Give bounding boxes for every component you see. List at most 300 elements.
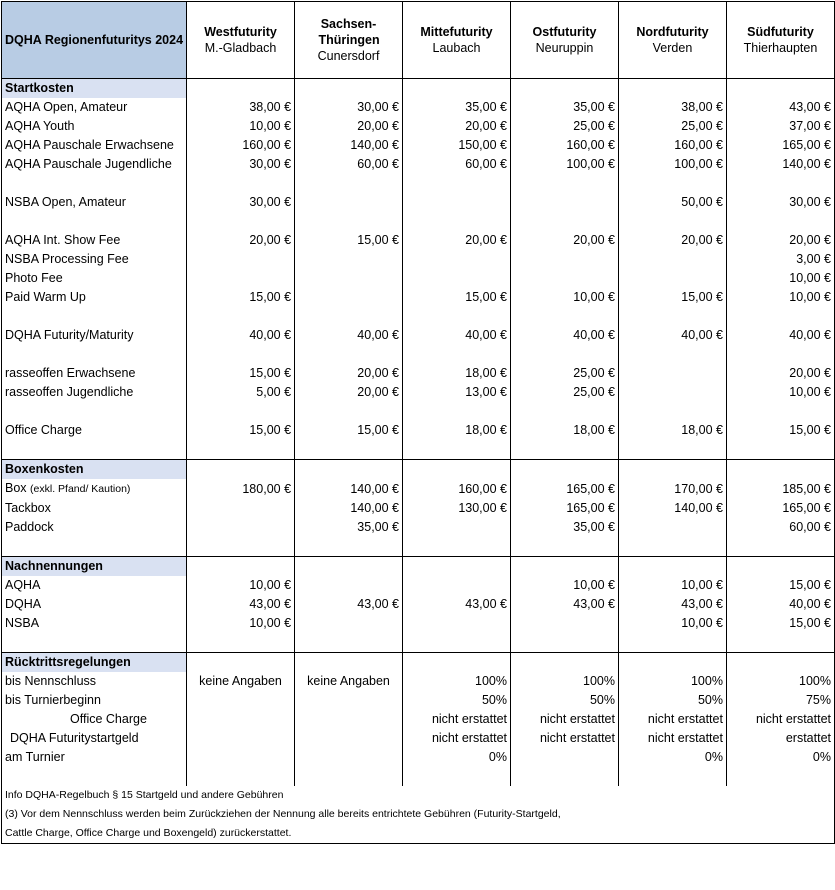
table-row (2, 326, 835, 345)
column-header-west (187, 2, 295, 79)
empty-cell (295, 653, 403, 673)
empty-cell (618, 460, 726, 480)
column-header-ost (511, 2, 619, 79)
table-row (2, 729, 835, 748)
empty-cell (403, 79, 511, 99)
spacer-row (2, 537, 835, 557)
column-place: Laubach (432, 41, 481, 55)
section-title: Boxenkosten (2, 460, 187, 480)
table-row (2, 269, 835, 288)
value-cell (187, 691, 295, 710)
value-cell: 60,00 € (726, 518, 834, 537)
empty-cell (403, 767, 511, 786)
value-cell (295, 250, 403, 269)
empty-cell (187, 537, 295, 557)
value-cell: 38,00 € (618, 98, 726, 117)
value-cell (403, 193, 511, 212)
row-label: DQHA Futuritystartgeld (2, 729, 187, 748)
box-note: (exkl. Pfand/ Kaution) (30, 483, 131, 495)
value-cell: 150,00 € (403, 136, 511, 155)
column-name: Ostfuturity (532, 25, 597, 39)
row-label: Office Charge (2, 710, 187, 729)
value-cell: 18,00 € (403, 364, 511, 383)
value-cell (403, 576, 511, 595)
empty-cell (295, 79, 403, 99)
value-cell: erstattet (726, 729, 834, 748)
value-cell (511, 212, 619, 231)
value-cell: 43,00 € (618, 595, 726, 614)
value-cell: 60,00 € (295, 155, 403, 174)
value-cell: keine Angaben (295, 672, 403, 691)
column-header-sued (726, 2, 834, 79)
value-cell (295, 269, 403, 288)
value-cell: 180,00 € (187, 479, 295, 499)
column-header-nord (618, 2, 726, 79)
value-cell (618, 212, 726, 231)
table-row (2, 518, 835, 537)
value-cell (295, 748, 403, 767)
value-cell: 165,00 € (726, 499, 834, 518)
value-cell: 20,00 € (618, 231, 726, 250)
empty-cell (618, 767, 726, 786)
spacer-row (2, 633, 835, 653)
value-cell (726, 212, 834, 231)
value-cell: 15,00 € (403, 288, 511, 307)
value-cell (187, 710, 295, 729)
value-cell: 20,00 € (726, 364, 834, 383)
value-cell (403, 269, 511, 288)
value-cell: 35,00 € (403, 98, 511, 117)
value-cell: 15,00 € (726, 576, 834, 595)
value-cell: 30,00 € (187, 193, 295, 212)
empty-cell (403, 440, 511, 460)
value-cell: 100% (511, 672, 619, 691)
value-cell (295, 576, 403, 595)
spacer-row (2, 440, 835, 460)
value-cell: 40,00 € (187, 326, 295, 345)
value-cell (618, 518, 726, 537)
empty-cell (2, 440, 187, 460)
value-cell: 40,00 € (726, 326, 834, 345)
row-label: Office Charge (2, 421, 187, 440)
value-cell (295, 288, 403, 307)
value-cell: 30,00 € (726, 193, 834, 212)
value-cell: nicht erstattet (403, 710, 511, 729)
value-cell (187, 345, 295, 364)
value-cell: 40,00 € (618, 326, 726, 345)
value-cell: 20,00 € (403, 117, 511, 136)
empty-cell (511, 653, 619, 673)
table-row (2, 250, 835, 269)
value-cell: 20,00 € (511, 231, 619, 250)
column-name: Mittefuturity (420, 25, 493, 39)
value-cell: 160,00 € (618, 136, 726, 155)
row-label: bis Nennschluss (2, 672, 187, 691)
value-cell: nicht erstattet (618, 710, 726, 729)
column-name: Südfuturity (747, 25, 814, 39)
table-row (2, 117, 835, 136)
value-cell: 140,00 € (295, 136, 403, 155)
section-title: Startkosten (2, 79, 187, 99)
empty-cell (511, 440, 619, 460)
empty-cell (295, 440, 403, 460)
value-cell (295, 345, 403, 364)
footer-row (2, 824, 835, 844)
value-cell (403, 174, 511, 193)
table-row (2, 288, 835, 307)
value-cell (618, 307, 726, 326)
value-cell: 50% (403, 691, 511, 710)
column-header-mitte (403, 2, 511, 79)
empty-cell (618, 557, 726, 577)
fee-table (1, 1, 835, 844)
value-cell: 43,00 € (726, 98, 834, 117)
section-title: Rücktrittsregelungen (2, 653, 187, 673)
column-name: Sachsen-Thüringen (318, 17, 380, 47)
value-cell (618, 345, 726, 364)
empty-cell (403, 653, 511, 673)
value-cell (618, 383, 726, 402)
value-cell (187, 748, 295, 767)
value-cell (726, 174, 834, 193)
value-cell: 20,00 € (187, 231, 295, 250)
value-cell (295, 174, 403, 193)
empty-cell (403, 633, 511, 653)
table-row (2, 691, 835, 710)
value-cell: 0% (618, 748, 726, 767)
row-label: Paddock (2, 518, 187, 537)
value-cell: 15,00 € (618, 288, 726, 307)
row-label: Paid Warm Up (2, 288, 187, 307)
table-row (2, 307, 835, 326)
value-cell: 0% (726, 748, 834, 767)
table-row (2, 174, 835, 193)
empty-cell (511, 557, 619, 577)
value-cell (187, 729, 295, 748)
value-cell (618, 269, 726, 288)
row-label: am Turnier (2, 748, 187, 767)
header-row (2, 2, 835, 79)
row-label: Tackbox (2, 499, 187, 518)
row-label: DQHA Futurity/Maturity (2, 326, 187, 345)
value-cell: 35,00 € (295, 518, 403, 537)
table-row (2, 710, 835, 729)
value-cell: 38,00 € (187, 98, 295, 117)
value-cell (403, 614, 511, 633)
empty-cell (2, 633, 187, 653)
empty-cell (187, 653, 295, 673)
value-cell: 50% (511, 691, 619, 710)
value-cell (511, 250, 619, 269)
empty-cell (511, 79, 619, 99)
value-cell: 40,00 € (726, 595, 834, 614)
value-cell: 40,00 € (295, 326, 403, 345)
value-cell: 165,00 € (726, 136, 834, 155)
value-cell: 20,00 € (403, 231, 511, 250)
value-cell: 10,00 € (187, 614, 295, 633)
value-cell: 40,00 € (511, 326, 619, 345)
empty-cell (618, 79, 726, 99)
value-cell (511, 614, 619, 633)
section-title: Nachnennungen (2, 557, 187, 577)
footer-text: Cattle Charge, Office Charge und Boxengeld) zurückerstattet. (2, 824, 835, 844)
value-cell: 10,00 € (726, 288, 834, 307)
value-cell (295, 710, 403, 729)
value-cell: 100,00 € (618, 155, 726, 174)
empty-cell (511, 767, 619, 786)
row-label: AQHA Open, Amateur (2, 98, 187, 117)
value-cell: 15,00 € (295, 231, 403, 250)
value-cell (295, 691, 403, 710)
footer-row (2, 805, 835, 824)
value-cell: 10,00 € (511, 288, 619, 307)
value-cell (726, 345, 834, 364)
value-cell: 40,00 € (403, 326, 511, 345)
table-row (2, 212, 835, 231)
value-cell (187, 499, 295, 518)
empty-cell (403, 460, 511, 480)
value-cell: 75% (726, 691, 834, 710)
value-cell (187, 174, 295, 193)
value-cell: 140,00 € (295, 479, 403, 499)
table-row (2, 479, 835, 499)
value-cell (403, 212, 511, 231)
value-cell: nicht erstattet (511, 729, 619, 748)
value-cell: 60,00 € (403, 155, 511, 174)
table-row (2, 614, 835, 633)
value-cell (187, 250, 295, 269)
value-cell (511, 174, 619, 193)
value-cell: 10,00 € (618, 576, 726, 595)
empty-cell (187, 79, 295, 99)
value-cell (295, 193, 403, 212)
row-label: NSBA Open, Amateur (2, 193, 187, 212)
value-cell: nicht erstattet (511, 710, 619, 729)
value-cell: 10,00 € (618, 614, 726, 633)
value-cell: 10,00 € (511, 576, 619, 595)
row-label (2, 345, 187, 364)
value-cell: 15,00 € (187, 364, 295, 383)
table-row (2, 98, 835, 117)
empty-cell (726, 653, 834, 673)
table-row (2, 383, 835, 402)
value-cell: keine Angaben (187, 672, 295, 691)
value-cell (295, 307, 403, 326)
value-cell: 30,00 € (187, 155, 295, 174)
table-row (2, 345, 835, 364)
row-label: AQHA Youth (2, 117, 187, 136)
value-cell: 10,00 € (726, 269, 834, 288)
footer-row (2, 786, 835, 805)
value-cell (295, 614, 403, 633)
value-cell: 100% (726, 672, 834, 691)
value-cell: nicht erstattet (403, 729, 511, 748)
value-cell: 165,00 € (511, 479, 619, 499)
table-row (2, 595, 835, 614)
value-cell: 18,00 € (403, 421, 511, 440)
table-row (2, 421, 835, 440)
empty-cell (403, 537, 511, 557)
row-label: Photo Fee (2, 269, 187, 288)
value-cell: 20,00 € (295, 383, 403, 402)
empty-cell (295, 557, 403, 577)
value-cell: 170,00 € (618, 479, 726, 499)
empty-cell (187, 633, 295, 653)
value-cell: 25,00 € (511, 117, 619, 136)
row-label (2, 307, 187, 326)
row-label (2, 402, 187, 421)
row-label: AQHA Pauschale Jugendliche (2, 155, 187, 174)
value-cell: 15,00 € (187, 421, 295, 440)
empty-cell (726, 460, 834, 480)
value-cell (187, 269, 295, 288)
section-header-row (2, 557, 835, 577)
section-header-row (2, 460, 835, 480)
table-title: DQHA Regionenfuturitys 2024 (2, 2, 187, 79)
value-cell: 43,00 € (511, 595, 619, 614)
column-place: Verden (652, 41, 693, 55)
empty-cell (187, 440, 295, 460)
column-name: Nordfuturity (636, 25, 709, 39)
column-header-sachsen (295, 2, 403, 79)
value-cell: 5,00 € (187, 383, 295, 402)
value-cell: 160,00 € (187, 136, 295, 155)
table-row (2, 136, 835, 155)
table-row (2, 193, 835, 212)
value-cell: 0% (403, 748, 511, 767)
empty-cell (187, 557, 295, 577)
empty-cell (511, 537, 619, 557)
value-cell: 3,00 € (726, 250, 834, 269)
row-label: AQHA Int. Show Fee (2, 231, 187, 250)
row-label: AQHA Pauschale Erwachsene (2, 136, 187, 155)
section-header-row (2, 79, 835, 99)
value-cell (187, 307, 295, 326)
value-cell (187, 402, 295, 421)
empty-cell (511, 460, 619, 480)
value-cell: 43,00 € (187, 595, 295, 614)
empty-cell (295, 767, 403, 786)
empty-cell (187, 767, 295, 786)
value-cell (403, 250, 511, 269)
value-cell: 25,00 € (511, 364, 619, 383)
value-cell (511, 748, 619, 767)
value-cell: 25,00 € (511, 383, 619, 402)
empty-cell (618, 440, 726, 460)
value-cell: 18,00 € (511, 421, 619, 440)
value-cell (187, 212, 295, 231)
empty-cell (618, 633, 726, 653)
table-row (2, 748, 835, 767)
row-label: rasseoffen Jugendliche (2, 383, 187, 402)
empty-cell (618, 537, 726, 557)
value-cell: 10,00 € (187, 576, 295, 595)
empty-cell (511, 633, 619, 653)
value-cell: nicht erstattet (618, 729, 726, 748)
empty-cell (2, 767, 187, 786)
value-cell: 15,00 € (726, 614, 834, 633)
column-place: Thierhaupten (743, 41, 818, 55)
row-label (2, 479, 187, 499)
empty-cell (726, 557, 834, 577)
row-label: NSBA (2, 614, 187, 633)
row-label: bis Turnierbeginn (2, 691, 187, 710)
column-place: M.-Gladbach (204, 41, 277, 55)
value-cell (403, 518, 511, 537)
empty-cell (726, 537, 834, 557)
value-cell: 165,00 € (511, 499, 619, 518)
row-label: AQHA (2, 576, 187, 595)
value-cell: 185,00 € (726, 479, 834, 499)
value-cell: 100% (403, 672, 511, 691)
value-cell: 15,00 € (295, 421, 403, 440)
empty-cell (726, 633, 834, 653)
table-row (2, 402, 835, 421)
value-cell (187, 518, 295, 537)
value-cell: 18,00 € (618, 421, 726, 440)
value-cell (295, 729, 403, 748)
value-cell: 35,00 € (511, 518, 619, 537)
empty-cell (2, 537, 187, 557)
value-cell: 100,00 € (511, 155, 619, 174)
empty-cell (295, 460, 403, 480)
value-cell: 130,00 € (403, 499, 511, 518)
row-label (2, 174, 187, 193)
value-cell: 20,00 € (295, 364, 403, 383)
empty-cell (403, 557, 511, 577)
footer-text: Info DQHA-Regelbuch § 15 Startgeld und andere Gebühren (2, 786, 835, 805)
empty-cell (726, 767, 834, 786)
section-header-row (2, 653, 835, 673)
value-cell: 10,00 € (726, 383, 834, 402)
value-cell: 15,00 € (726, 421, 834, 440)
table-row (2, 672, 835, 691)
value-cell: 160,00 € (403, 479, 511, 499)
value-cell: 25,00 € (618, 117, 726, 136)
value-cell (403, 307, 511, 326)
empty-cell (295, 633, 403, 653)
footer-text: (3) Vor dem Nennschluss werden beim Zurückziehen der Nennung alle bereits entrichtete Gebühren (Futurity-Startgeld, (2, 805, 835, 824)
value-cell (295, 402, 403, 421)
value-cell: 43,00 € (403, 595, 511, 614)
value-cell (511, 307, 619, 326)
table-row (2, 231, 835, 250)
value-cell: 30,00 € (295, 98, 403, 117)
row-label (2, 212, 187, 231)
value-cell (726, 307, 834, 326)
value-cell: 140,00 € (295, 499, 403, 518)
value-cell: 43,00 € (295, 595, 403, 614)
value-cell: 15,00 € (187, 288, 295, 307)
value-cell: 50% (618, 691, 726, 710)
box-label: Box (5, 481, 27, 495)
empty-cell (295, 537, 403, 557)
empty-cell (726, 440, 834, 460)
value-cell: 37,00 € (726, 117, 834, 136)
empty-cell (187, 460, 295, 480)
value-cell: 20,00 € (295, 117, 403, 136)
value-cell: 10,00 € (187, 117, 295, 136)
row-label: DQHA (2, 595, 187, 614)
value-cell (511, 402, 619, 421)
value-cell (511, 345, 619, 364)
value-cell: 13,00 € (403, 383, 511, 402)
value-cell (403, 345, 511, 364)
value-cell: 35,00 € (511, 98, 619, 117)
value-cell (618, 402, 726, 421)
value-cell: 50,00 € (618, 193, 726, 212)
value-cell: 20,00 € (726, 231, 834, 250)
